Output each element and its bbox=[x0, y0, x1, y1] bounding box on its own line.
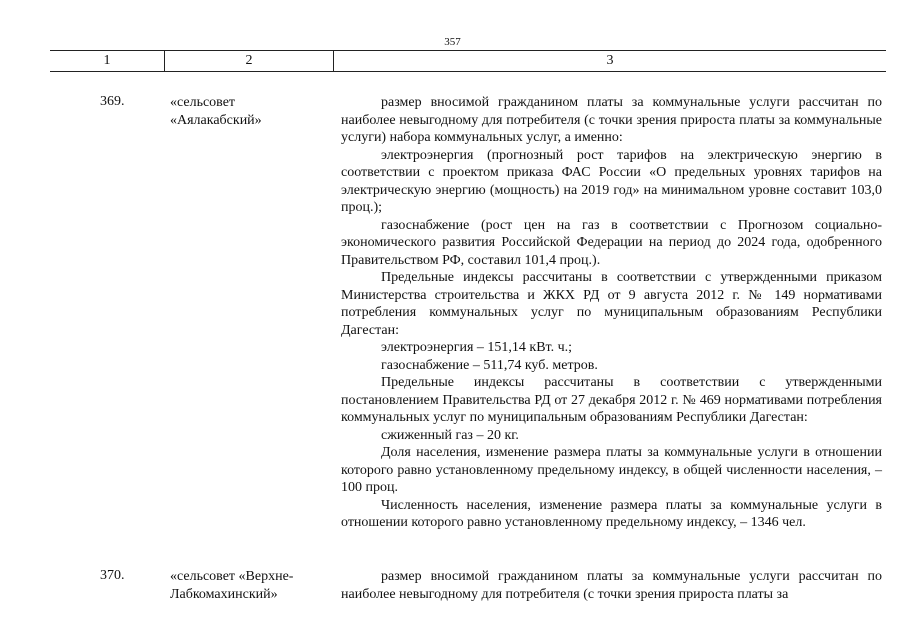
header-col-3: 3 bbox=[606, 53, 614, 68]
entry-number: 370. bbox=[100, 568, 125, 583]
entry-content bbox=[341, 568, 882, 603]
entry-name-line: «Аялакабский» bbox=[170, 112, 262, 128]
paragraph: газоснабжение (рост цен на газ в соответствии с Прогнозом социально-экономического развития Российской Федерации на период до 2024 года, одобренного Правительством РФ, составил 101,4 проц.). bbox=[341, 217, 882, 268]
paragraph: Предельные индексы рассчитаны в соответствии с утвержденными постановлением Правительства РД от 27 декабря 2012 г. № 469 нормативами потребления коммунальных услуг по муниципальным образованиям Республики Дагестан: bbox=[341, 375, 882, 425]
table-header-top-border bbox=[50, 50, 886, 51]
paragraph: размер вносимой гражданином платы за коммунальные услуги рассчитан по наиболее невыгодному для потребителя (с точки зрения прироста платы за bbox=[341, 569, 882, 602]
entry-name bbox=[170, 94, 330, 129]
paragraph: газоснабжение – 511,74 куб. метров. bbox=[381, 357, 598, 373]
paragraph: сжиженный газ – 20 кг. bbox=[381, 427, 519, 443]
paragraph: электроэнергия – 151,14 кВт. ч.; bbox=[381, 340, 573, 355]
page-number: 357 bbox=[444, 36, 461, 48]
entry-name bbox=[170, 568, 330, 603]
paragraph: электроэнергия (прогнозный рост тарифов на электрическую энергию в соответствии с проектом приказа ФАС России «О предельных уровнях тарифов на электрическую энергию (мощность) на 2019 год» на минимальном уровне составит 103,0 проц.); bbox=[341, 147, 882, 215]
entry-name-line: «сельсовет «Верхне- bbox=[170, 569, 294, 584]
entry-370-region bbox=[0, 565, 905, 640]
paragraph: Предельные индексы рассчитаны в соответствии с утвержденными приказом Министерства строительства и ЖКХ РД от 9 августа 2012 г. № 149 нормативами потребления коммунальных услуг по муниципальным образованиям Республики Дагестан: bbox=[341, 270, 882, 338]
header-col-2: 2 bbox=[245, 53, 253, 68]
paragraph: размер вносимой гражданином платы за коммунальные услуги рассчитан по наиболее невыгодному для потребителя (с точки зрения прироста платы за коммунальные услуги) набора коммунальных услуг, а именно: bbox=[341, 95, 882, 145]
paragraph: Численность населения, изменение размера платы за коммунальные услуги в отношении которого равно установленному предельному индексу, – 1346 чел. bbox=[341, 497, 882, 530]
paragraph: Доля населения, изменение размера платы за коммунальные услуги в отношении которого равно установленному предельному индексу, в общей численности населения, – 100 проц. bbox=[341, 445, 882, 495]
entry-name-line: Лабкомахинский» bbox=[170, 586, 278, 602]
entry-content bbox=[341, 94, 882, 532]
table-header-bottom-border bbox=[50, 71, 886, 72]
header-col-1: 1 bbox=[103, 53, 111, 68]
entry-number: 369. bbox=[100, 94, 125, 109]
entry-name-line: «сельсовет bbox=[170, 95, 236, 110]
